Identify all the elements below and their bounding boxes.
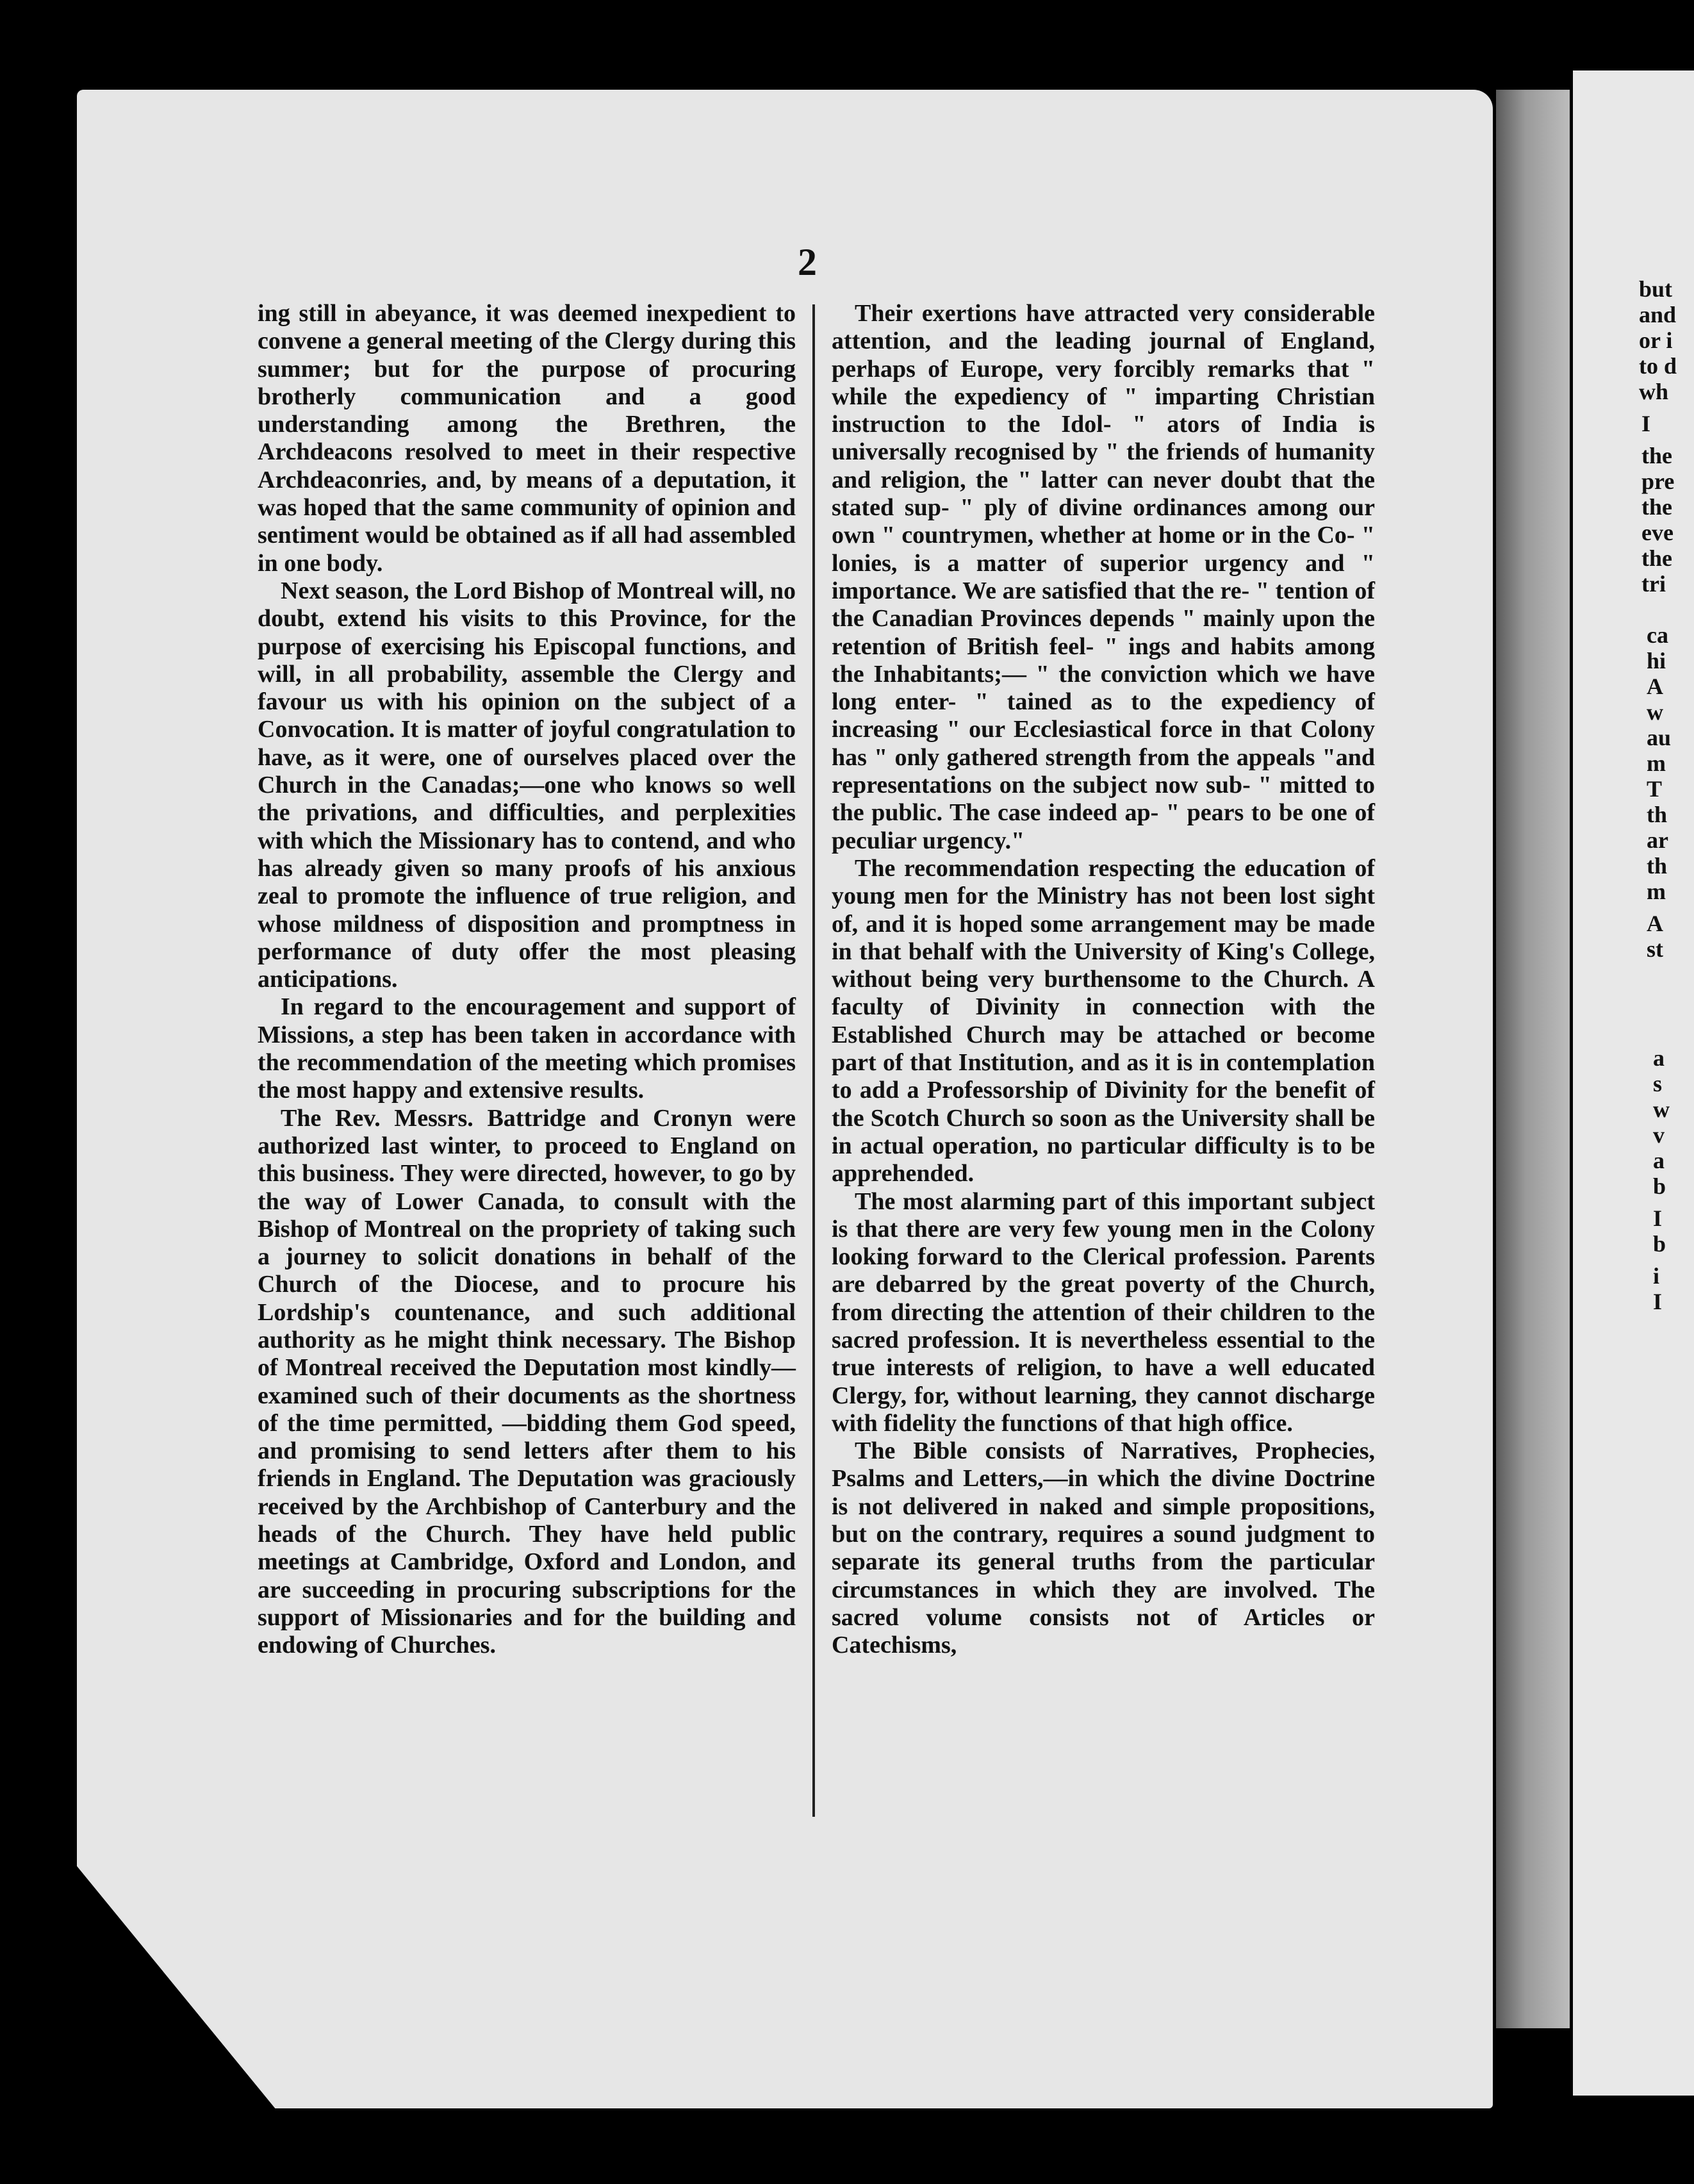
paragraph: Next season, the Lord Bishop of Montreal will, no doubt, extend his visits to this Province, for the purpose of exercising his Episcopal functions, and will, in all probability, assemble the Clergy and favour us with his opinion on the subject of a Convocation. It is matter of joyful congratulation to have, as it were, one of ourselves placed over the Church in the Canadas;—one who knows so well the privations, and difficulties, and perplexities with which the Missionary has to contend, and who has already given so many proofs of his anxious zeal to promote the influence of true religion, and whose mildness of disposition and promptness in performance of duty offer the most pleasing anticipations. <box>258 577 796 993</box>
next-page-fragment: b <box>1653 1231 1666 1257</box>
book-gutter <box>1496 90 1570 2028</box>
left-column <box>258 300 796 1660</box>
next-page-fragment: st <box>1647 936 1663 962</box>
next-page-fragment: hi <box>1647 648 1666 674</box>
next-page-fragment: the <box>1641 494 1672 520</box>
next-page-fragment: au <box>1647 725 1672 750</box>
next-page-fragment: A <box>1647 911 1663 936</box>
next-page-fragment: I <box>1653 1205 1663 1231</box>
next-page-fragment: a <box>1653 1148 1665 1173</box>
next-page-fragment: ar <box>1647 827 1668 853</box>
next-page-fragment: eve <box>1641 520 1673 545</box>
paragraph: In regard to the encouragement and support of Missions, a step has been taken in accordance with the recommendation of the meeting which promises the most happy and extensive results. <box>258 993 796 1104</box>
paragraph: Their exertions have attracted very considerable attention, and the leading journal of England, perhaps of Europe, very forcibly remarks that " while the expediency of " imparting Christian instruction to the Idol- " ators of India is universally recognised by " the friends of humanity and religion, the " latter can never doubt that the stated sup- " ply of divine ordinances among our own " countrymen, whether at home or in the Co- " lonies, is a matter of superior urgency and " importance. We are satisfied that the re- " tention of the Canadian Provinces depends " mainly upon the retention of British feel- " ings and habits among the Inhabitants;— " the conviction which we have long enter- " tained as to the expediency of increasing " our Ecclesiastical force in that Colony has " only gathered strength from the appeals "and representations on the subject now sub- " mitted to the public. The case indeed ap- " pears to be one of peculiar urgency." <box>832 300 1375 854</box>
next-page-fragment: a <box>1653 1045 1665 1071</box>
next-page-fragment: A <box>1647 674 1663 699</box>
next-page-fragment: I <box>1653 1289 1663 1314</box>
column-divider <box>812 304 815 1817</box>
next-page-fragment: m <box>1647 879 1666 904</box>
next-page-fragment: tri <box>1641 571 1666 597</box>
next-page-fragment: pre <box>1641 468 1675 494</box>
next-page-fragment: wh <box>1639 379 1669 404</box>
next-page-fragment: the <box>1641 443 1672 468</box>
right-column <box>832 300 1375 1660</box>
next-page-fragment: w <box>1653 1096 1670 1122</box>
next-page-fragment: or i <box>1639 327 1673 353</box>
page-number: 2 <box>798 241 817 283</box>
next-page-fragment: the <box>1641 545 1672 571</box>
next-page-fragment: v <box>1653 1122 1665 1148</box>
next-page-fragment: w <box>1647 699 1663 725</box>
next-page-fragment: to d <box>1639 353 1677 379</box>
paragraph: ing still in abeyance, it was deemed inexpedient to convene a general meeting of the Clergy during this summer; but for the purpose of procuring brotherly communication and a good understanding among the Brethren, the Archdeacons resolved to meet in their respective Archdeaconries, and, by means of a deputation, it was hoped that the same community of opinion and sentiment would be obtained as if all had assembled in one body. <box>258 300 796 577</box>
next-page-fragment: I <box>1641 411 1651 436</box>
next-page-fragment: th <box>1647 802 1668 827</box>
next-page-fragment: th <box>1647 853 1668 879</box>
next-page-fragment: s <box>1653 1071 1663 1096</box>
paragraph: The Bible consists of Narratives, Prophecies, Psalms and Letters,—in which the divine Doctrine is not delivered in naked and simple propositions, but on the contrary, requires a sound judgment to separate its general truths from the particular circumstances in which they are involved. The sacred volume consists not of Articles or Catechisms, <box>832 1437 1375 1659</box>
paragraph: The Rev. Messrs. Battridge and Cronyn were authorized last winter, to proceed to England on this business. They were directed, however, to go by the way of Lower Canada, to consult with the Bishop of Montreal on the propriety of taking such a journey to solicit donations in behalf of the Church of the Diocese, and to procure his Lordship's countenance, and such additional authority as he might think necessary. The Bishop of Montreal received the Deputation most kindly—examined such of their documents as the shortness of the time permitted, —bidding them God speed, and promising to send letters after them to his friends in England. The Deputation was graciously received by the Archbishop of Canterbury and the heads of the Church. They have held public meetings at Cambridge, Oxford and London, and are succeeding in procuring subscriptions for the support of Missionaries and for the building and endowing of Churches. <box>258 1104 796 1659</box>
next-page-fragment: i <box>1653 1263 1660 1289</box>
paragraph: The most alarming part of this important subject is that there are very few young men in the Colony looking forward to the Clerical profession. Parents are debarred by the great poverty of the Church, from directing the attention of their children to the sacred profession. It is nevertheless essential to the true interests of religion, to have a well educated Clergy, for, without learning, they cannot discharge with fidelity the functions of that high office. <box>832 1187 1375 1437</box>
next-page-fragment: b <box>1653 1173 1666 1199</box>
paragraph: The recommendation respecting the education of young men for the Ministry has not been lost sight of, and it is hoped some arrangement may be made in that behalf with the University of King's College, without being very burthensome to the Church. A faculty of Divinity in connection with the Established Church may be attached or become part of that Institution, and as it is in contemplation to add a Professorship of Divinity for the benefit of the Scotch Church so soon as the University shall be in actual operation, no particular difficulty is to be apprehended. <box>832 854 1375 1187</box>
next-page-fragment: T <box>1647 776 1663 802</box>
next-page-fragment: m <box>1647 750 1666 776</box>
next-page-fragment: but <box>1639 276 1673 302</box>
next-page-fragment: and <box>1639 302 1677 327</box>
next-page-fragment: ca <box>1647 622 1668 648</box>
